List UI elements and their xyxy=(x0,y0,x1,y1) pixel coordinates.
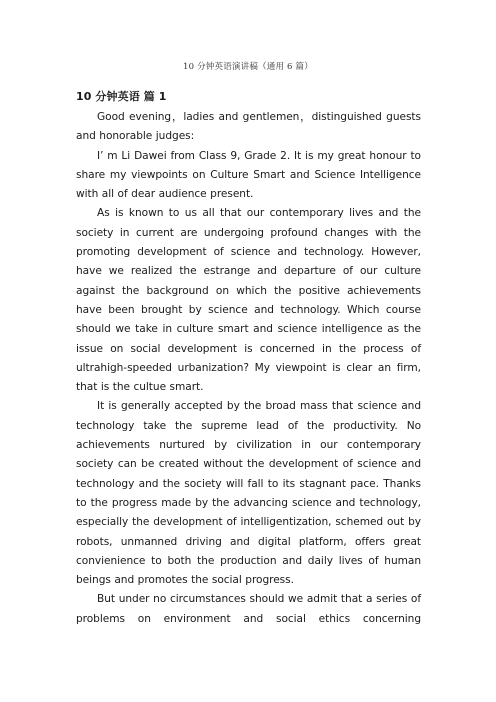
paragraph-problems: But under no circumstances should we admit that a series of problems on environment and social ethics concerning xyxy=(76,593,421,625)
paragraph-introduction: I’ m Li Dawei from Class 9, Grade 2. It is my great honour to share my viewpoints on Culture Smart and Science Intelligence with all of dear audience present. xyxy=(76,149,421,201)
document-body xyxy=(76,87,421,629)
paragraph-science-technology: It is generally accepted by the broad mass that science and technology take the supreme lead of the productivity. No achievements nurtured by civilization in our contemporary society can be created without the development of science and technology and the society will fall to its stagnant pace. Thanks to the progress made by the advancing science and technology, especially the development of intelligentization, schemed out by robots, unmanned driving and digital platform, offers great convienience to both the production and daily lives of human beings and promotes the social progress. xyxy=(76,400,421,587)
paragraph-greeting: Good evening，ladies and gentlemen，distinguished guests and honorable judges: xyxy=(76,111,421,143)
paragraph-viewpoint: As is known to us all that our contemporary lives and the society in current are undergoing profound changes with the promoting development of science and technology. However, have we realized the estrange and departure of our culture against the background on which the positive achievements have been brought by science and technology. Which course should we take in culture smart and science intelligence as the issue on social development is concerned in the process of ultrahigh-speeded urbanization? My viewpoint is clear an firm, that is the cultue smart. xyxy=(76,207,421,394)
running-header: 10 分钟英语演讲稿（通用 6 篇） xyxy=(183,62,313,72)
section-title: 10 分钟英语 篇 1 xyxy=(76,90,167,103)
